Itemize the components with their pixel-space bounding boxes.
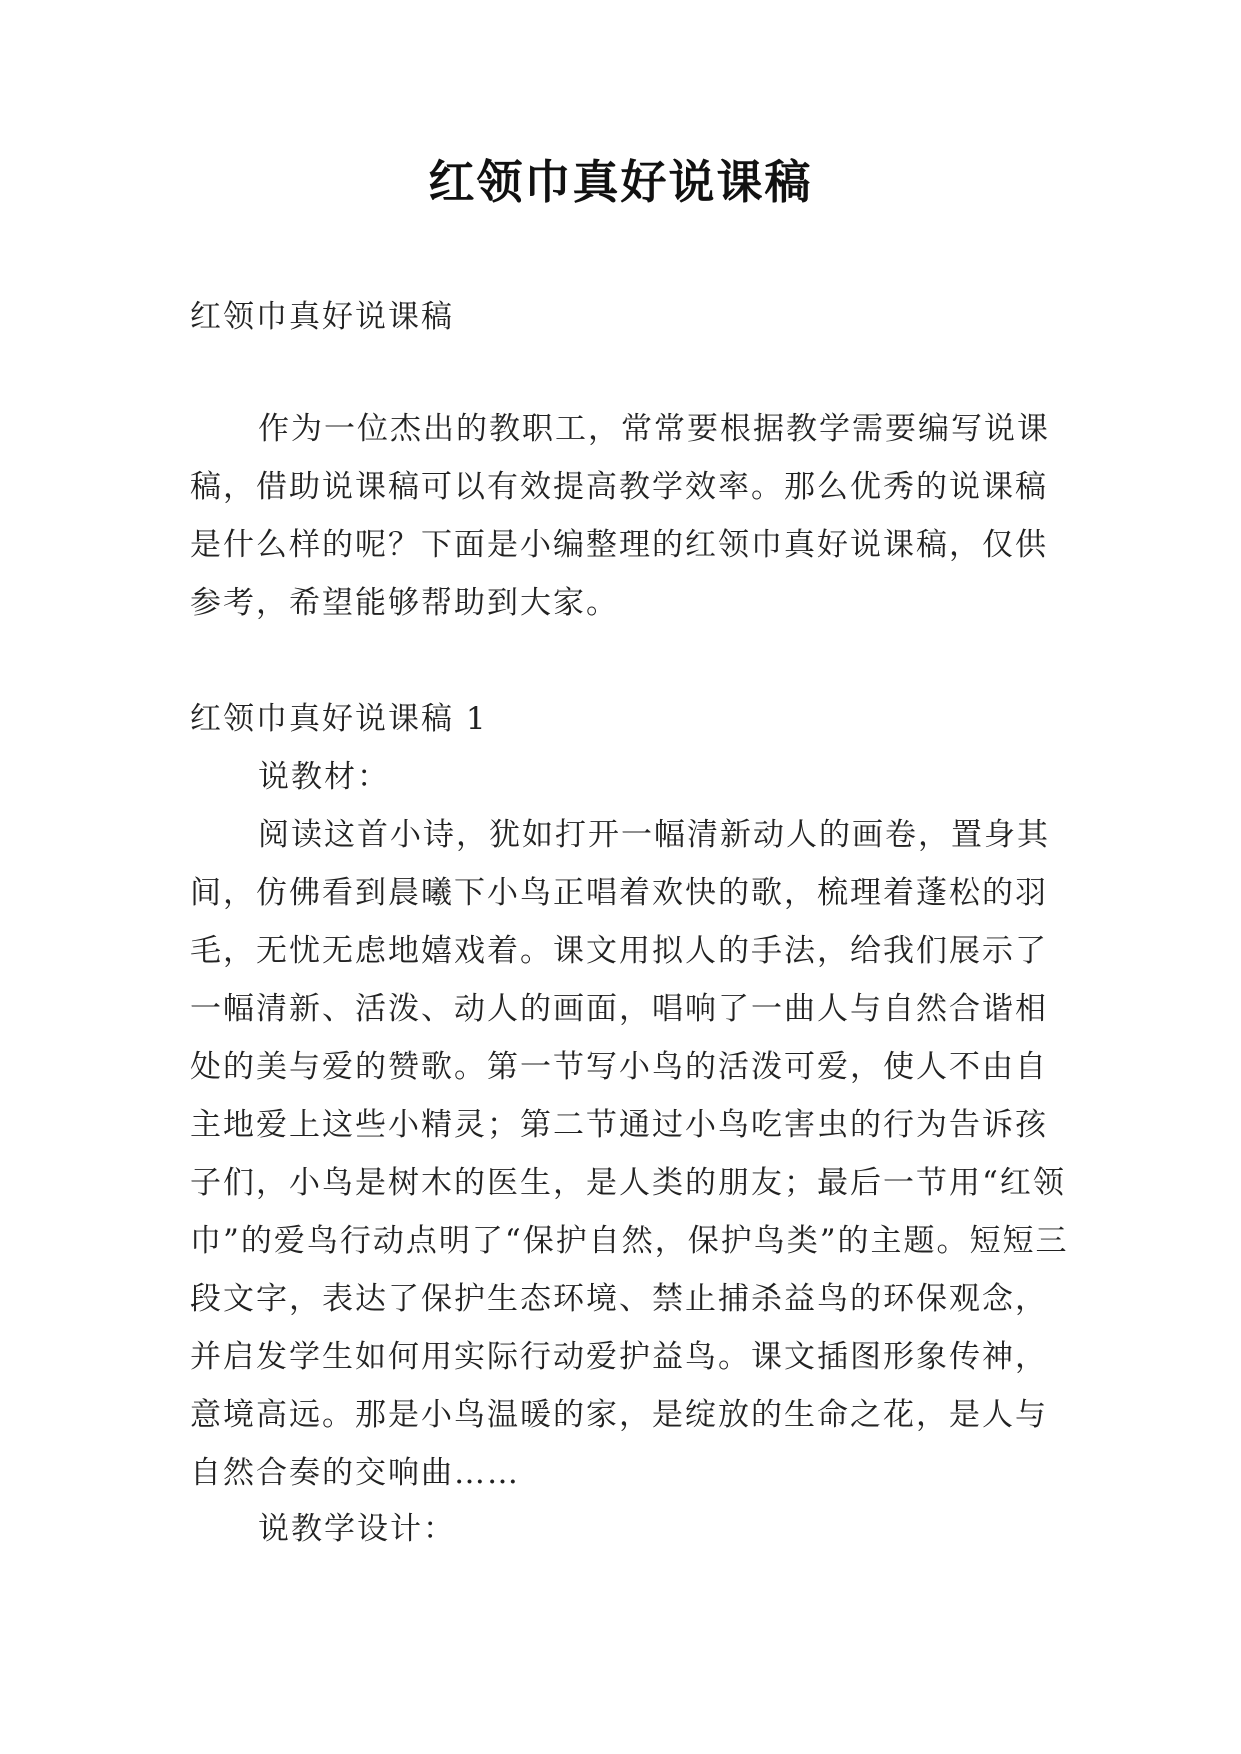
document-title: 红领巾真好说课稿 (428, 155, 813, 209)
label-teaching-material: 说教材： (258, 759, 390, 795)
body-paragraph: 阅读这首小诗，犹如打开一幅清新动人的画卷，置身其间，仿佛看到晨曦下小鸟正唱着欢快的歌，梳理着蓬松的羽毛，无忧无虑地嬉戏着。课文用拟人的手法，给我们展示了一幅清新、活泼、动人的画面，唱响了一曲人与自然合谐相处的美与爱的赞歌。第一节写小鸟的活泼可爱，使人不由自主地爱上这些小精灵；第二节通过小鸟吃害虫的行为告诉孩子们，小鸟是树木的医生，是人类的朋友；最后一节用“红领巾”的爱鸟行动点明了“保护自然，保护鸟类”的主题。短短三段文字，表达了保护生态环境、禁止捕杀益鸟的环保观念，并启发学生如何用实际行动爱护益鸟。课文插图形象传神，意境高远。那是小鸟温暖的家，是绽放的生命之花，是人与自然合奏的交响曲…… (190, 817, 1069, 1491)
section-heading: 红领巾真好说课稿 1 (190, 701, 488, 737)
label-teaching-design: 说教学设计： (258, 1511, 456, 1547)
document-subtitle: 红领巾真好说课稿 (190, 299, 454, 335)
intro-paragraph: 作为一位杰出的教职工，常常要根据教学需要编写说课稿，借助说课稿可以有效提高教学效率。那么优秀的说课稿是什么样的呢？下面是小编整理的红领巾真好说课稿，仅供参考，希望能够帮助到大家。 (190, 411, 1050, 621)
